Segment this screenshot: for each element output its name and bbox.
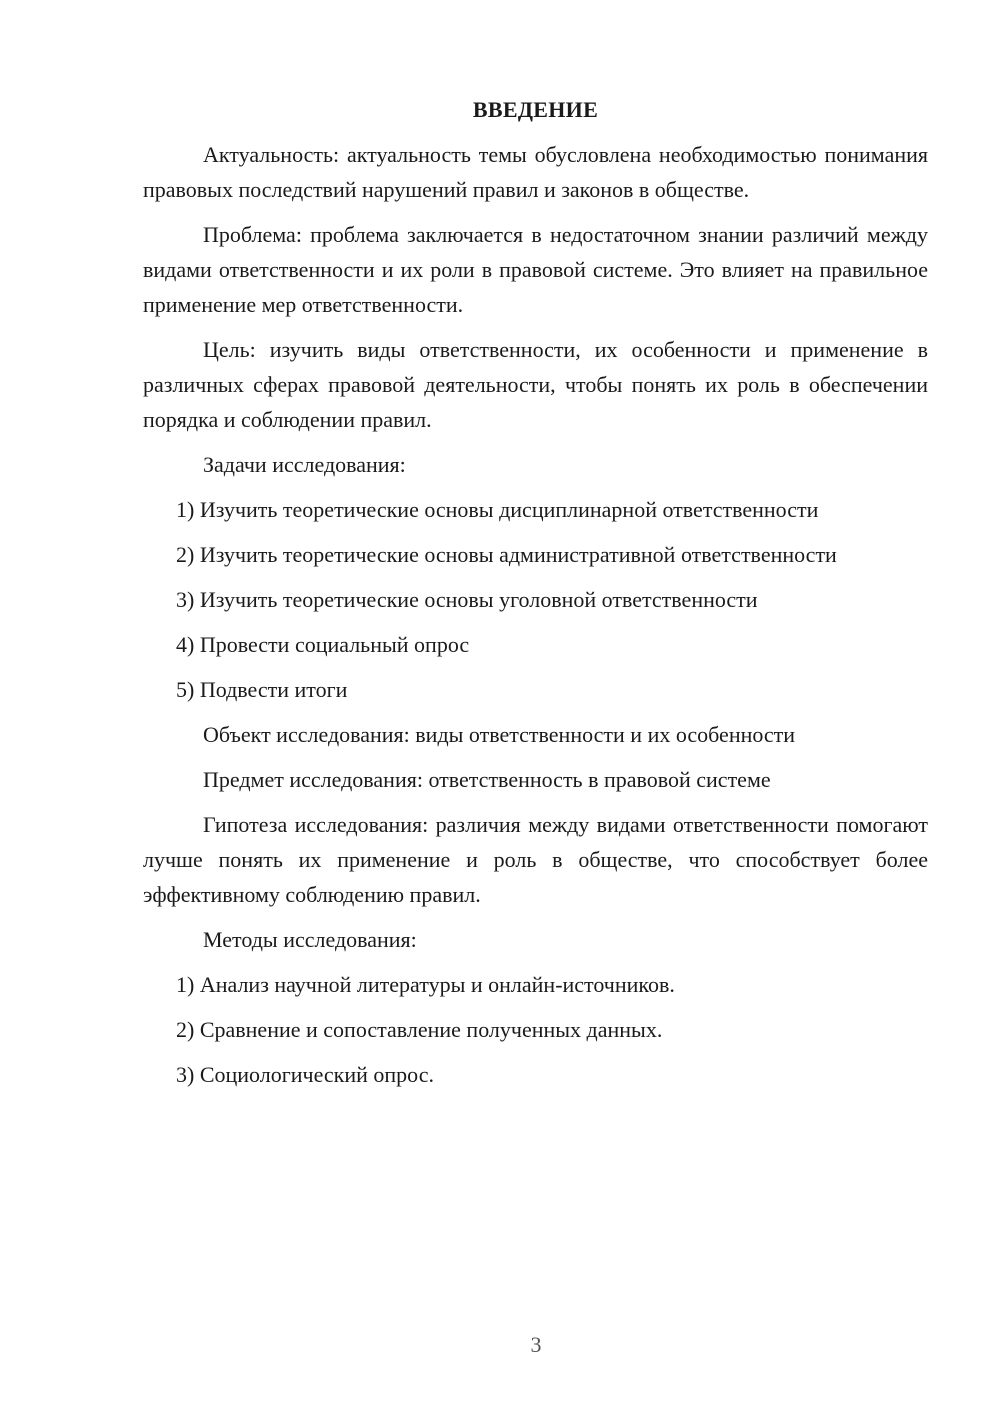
page-number: 3 [530,1332,542,1357]
subject-paragraph: Предмет исследования: ответственность в правовой системе [203,767,771,792]
goal-paragraph: Цель: изучить виды ответственности, их особенности и применение в различных сферах правовой деятельности, чтобы понять их роль в обеспечении порядка и соблюдении правил. [143,337,928,432]
tasks-list [143,492,928,707]
tasks-heading: Задачи исследования: [203,452,406,477]
object-paragraph: Объект исследования: виды ответственности и их особенности [203,722,796,747]
methods-heading: Методы исследования: [203,927,417,952]
list-item: 1) Анализ научной литературы и онлайн-источников. [176,972,675,997]
list-item: 2) Сравнение и сопоставление полученных данных. [176,1017,663,1042]
list-item: 4) Провести социальный опрос [176,632,470,657]
page-title: ВВЕДЕНИЕ [472,97,599,122]
list-item: 3) Социологический опрос. [176,1062,434,1087]
document-page [143,92,928,1102]
hypothesis-paragraph: Гипотеза исследования: различия между видами ответственности помогают лучше понять их применение и роль в обществе, что способствует более эффективному соблюдению правил. [143,812,928,907]
methods-list [143,967,928,1092]
problem-paragraph: Проблема: проблема заключается в недостаточном знании различий между видами ответственности и их роли в правовой системе. Это влияет на правильное применение мер ответственности. [143,222,928,317]
list-item: 5) Подвести итоги [176,677,348,702]
relevance-paragraph: Актуальность: актуальность темы обусловлена необходимостью понимания правовых последствий нарушений правил и законов в обществе. [143,142,928,202]
list-item: 1) Изучить теоретические основы дисциплинарной ответственности [176,497,819,522]
list-item: 3) Изучить теоретические основы уголовной ответственности [176,587,758,612]
list-item: 2) Изучить теоретические основы административной ответственности [176,542,837,567]
